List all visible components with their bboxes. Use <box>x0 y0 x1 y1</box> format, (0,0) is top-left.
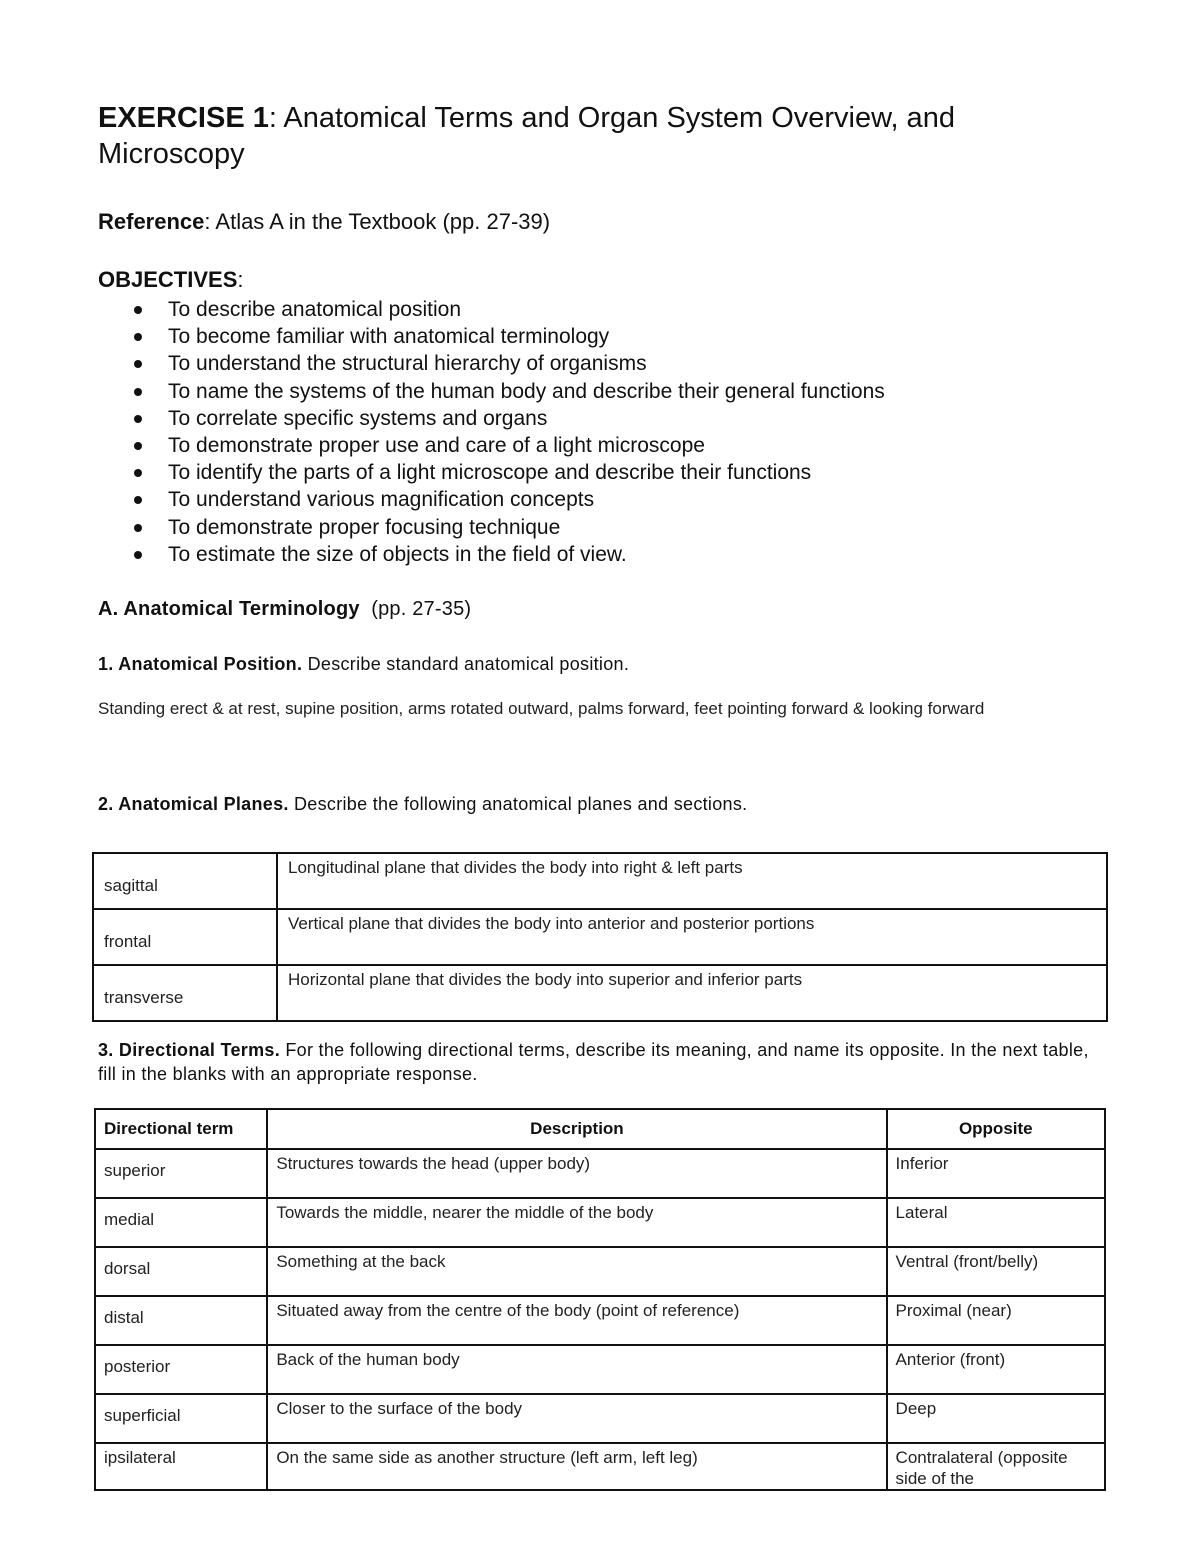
bullet-icon <box>134 360 142 368</box>
bullet-icon <box>134 415 142 423</box>
q1-answer: Standing erect & at rest, supine position, arms rotated outward, palms forward, feet pointing forward & looking forward <box>98 699 985 719</box>
bullet-icon <box>134 469 142 477</box>
plane-term: frontal <box>93 909 277 965</box>
description-cell: Towards the middle, nearer the middle of the body <box>267 1198 886 1247</box>
term-cell: medial <box>95 1198 267 1247</box>
objective-text: To correlate specific systems and organs <box>168 406 548 430</box>
q2-label: 2. Anatomical Planes. <box>98 794 289 814</box>
table-row <box>93 853 1107 909</box>
reference-line <box>98 208 1110 236</box>
bullet-icon <box>134 496 142 504</box>
objective-text: To demonstrate proper focusing technique <box>168 515 561 539</box>
plane-term: sagittal <box>93 853 277 909</box>
list-item <box>98 459 1110 486</box>
objective-text: To understand the structural hierarchy of organisms <box>168 352 647 376</box>
term-cell: superior <box>95 1149 267 1198</box>
column-header: Directional term <box>95 1109 267 1149</box>
description-cell: Something at the back <box>267 1247 886 1296</box>
bullet-icon <box>134 442 142 450</box>
table-row <box>95 1394 1105 1443</box>
title-rest: : Anatomical Terms and Organ System Overview, and Microscopy <box>98 102 955 170</box>
list-item <box>98 541 1110 568</box>
table-row <box>95 1443 1105 1490</box>
list-item <box>98 350 1110 377</box>
opposite-cell: Ventral (front/belly) <box>887 1247 1105 1296</box>
list-item <box>98 296 1110 323</box>
objective-text: To name the systems of the human body and describe their general functions <box>168 379 885 403</box>
objective-text: To identify the parts of a light microscope and describe their functions <box>168 461 812 485</box>
list-item <box>98 486 1110 513</box>
description-cell: On the same side as another structure (left arm, left leg) <box>267 1443 886 1490</box>
q3-heading <box>98 1038 1108 1086</box>
opposite-cell: Proximal (near) <box>887 1296 1105 1345</box>
list-item <box>98 405 1110 432</box>
section-a-title: A. Anatomical Terminology <box>98 598 360 621</box>
page-title <box>98 100 1048 172</box>
opposite-cell: Lateral <box>887 1198 1105 1247</box>
objectives-colon: : <box>237 267 244 292</box>
list-item <box>98 323 1110 350</box>
q1-prompt: Describe standard anatomical position. <box>302 654 630 675</box>
reference-text: : Atlas A in the Textbook (pp. 27-39) <box>204 209 551 234</box>
list-item <box>98 514 1110 541</box>
bullet-icon <box>134 551 142 559</box>
table-row <box>93 909 1107 965</box>
bullet-icon <box>134 333 142 341</box>
table-row <box>95 1149 1105 1198</box>
document-page <box>98 100 1110 1488</box>
term-cell: superficial <box>95 1394 267 1443</box>
column-header: Description <box>267 1109 886 1149</box>
table-row <box>95 1296 1105 1345</box>
objectives-label: OBJECTIVES <box>98 267 238 292</box>
reference-label: Reference <box>98 209 205 234</box>
q3-prompt: For the following directional terms, describe its meaning, and name its opposite. In the next table, fill in the blanks with an appropriate response. <box>98 1040 1089 1084</box>
directional-terms-table <box>94 1108 1106 1491</box>
table-row <box>95 1198 1105 1247</box>
q2-prompt: Describe the following anatomical planes and sections. <box>288 794 748 814</box>
table-row <box>93 965 1107 1021</box>
opposite-cell: Anterior (front) <box>887 1345 1105 1394</box>
q3-label: 3. Directional Terms. <box>98 1040 281 1060</box>
term-cell: posterior <box>95 1345 267 1394</box>
term-cell: ipsilateral <box>95 1443 267 1490</box>
title-bold: EXERCISE 1 <box>98 102 269 134</box>
description-cell: Structures towards the head (upper body) <box>267 1149 886 1198</box>
opposite-cell: Inferior <box>887 1149 1105 1198</box>
objective-text: To become familiar with anatomical terminology <box>168 325 610 349</box>
objective-text: To demonstrate proper use and care of a light microscope <box>168 434 705 458</box>
opposite-cell: Contralateral (opposite side of the <box>887 1443 1105 1490</box>
objective-text: To describe anatomical position <box>168 298 461 321</box>
term-cell: dorsal <box>95 1247 267 1296</box>
objectives-list <box>98 296 1110 568</box>
opposite-cell: Deep <box>887 1394 1105 1443</box>
table-row <box>95 1345 1105 1394</box>
q1-label: 1. Anatomical Position. <box>98 654 303 675</box>
bullet-icon <box>134 524 142 532</box>
objective-text: To understand various magnification concepts <box>168 488 595 512</box>
list-item <box>98 432 1110 459</box>
objectives-heading <box>98 266 1110 294</box>
section-a-heading <box>98 596 1110 622</box>
description-cell: Back of the human body <box>267 1345 886 1394</box>
term-cell: distal <box>95 1296 267 1345</box>
section-a-pages: (pp. 27-35) <box>359 598 472 621</box>
plane-desc: Longitudinal plane that divides the body into right & left parts <box>277 853 1107 909</box>
list-item <box>98 378 1110 405</box>
bullet-icon <box>134 306 142 314</box>
plane-desc: Horizontal plane that divides the body into superior and inferior parts <box>277 965 1107 1021</box>
q2-heading <box>98 792 747 816</box>
table-row <box>95 1247 1105 1296</box>
objective-text: To estimate the size of objects in the field of view. <box>168 542 627 566</box>
plane-desc: Vertical plane that divides the body into anterior and posterior portions <box>277 909 1107 965</box>
planes-table <box>92 852 1108 1022</box>
plane-term: transverse <box>93 965 277 1021</box>
q1-heading <box>98 652 1110 676</box>
description-cell: Closer to the surface of the body <box>267 1394 886 1443</box>
table-header-row <box>95 1109 1105 1149</box>
description-cell: Situated away from the centre of the body (point of reference) <box>267 1296 886 1345</box>
column-header: Opposite <box>887 1109 1105 1149</box>
bullet-icon <box>134 388 142 396</box>
